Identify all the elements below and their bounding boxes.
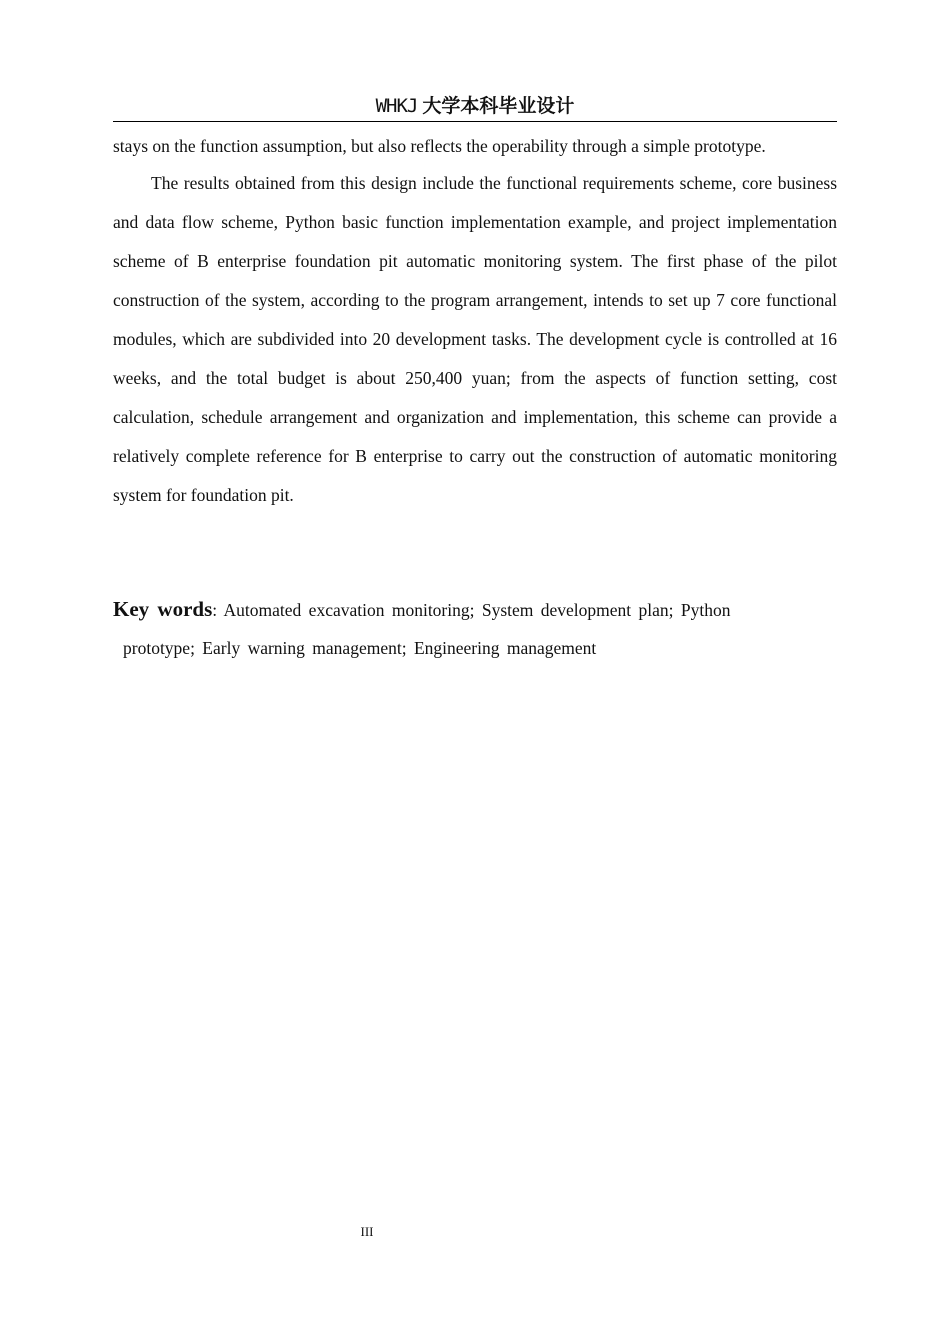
header-institution-code: WHKJ (375, 95, 418, 117)
continued-paragraph: stays on the function assumption, but also reflects the operability through a simple prototype. (113, 136, 766, 156)
keywords-block (113, 590, 837, 667)
keywords-line-2: prototype; Early warning management; Engineering management (123, 638, 597, 658)
page-header (113, 92, 837, 120)
page-number: III (360, 1224, 374, 1239)
abstract-body (113, 127, 837, 515)
keywords-line-1: Automated excavation monitoring; System development plan; Python (223, 600, 731, 620)
keywords-separator: : (212, 600, 218, 620)
keywords-label: Key words (113, 597, 213, 621)
results-paragraph: The results obtained from this design include the functional requirements scheme, core business and data flow scheme, Python basic function implementation example, and project implementation scheme of B enterprise foundation pit automatic monitoring system. The first phase of the pilot construction of the system, according to the program arrangement, intends to set up 7 core functional modules, which are subdivided into 20 development tasks. The development cycle is controlled at 16 weeks, and the total budget is about 250,400 yuan; from the aspects of function setting, cost calculation, schedule arrangement and organization and implementation, this scheme can provide a relatively complete reference for B enterprise to carry out the construction of automatic monitoring system for foundation pit. (113, 173, 837, 505)
header-rule (113, 121, 837, 122)
header-title: 大学本科毕业设计 (422, 95, 575, 117)
